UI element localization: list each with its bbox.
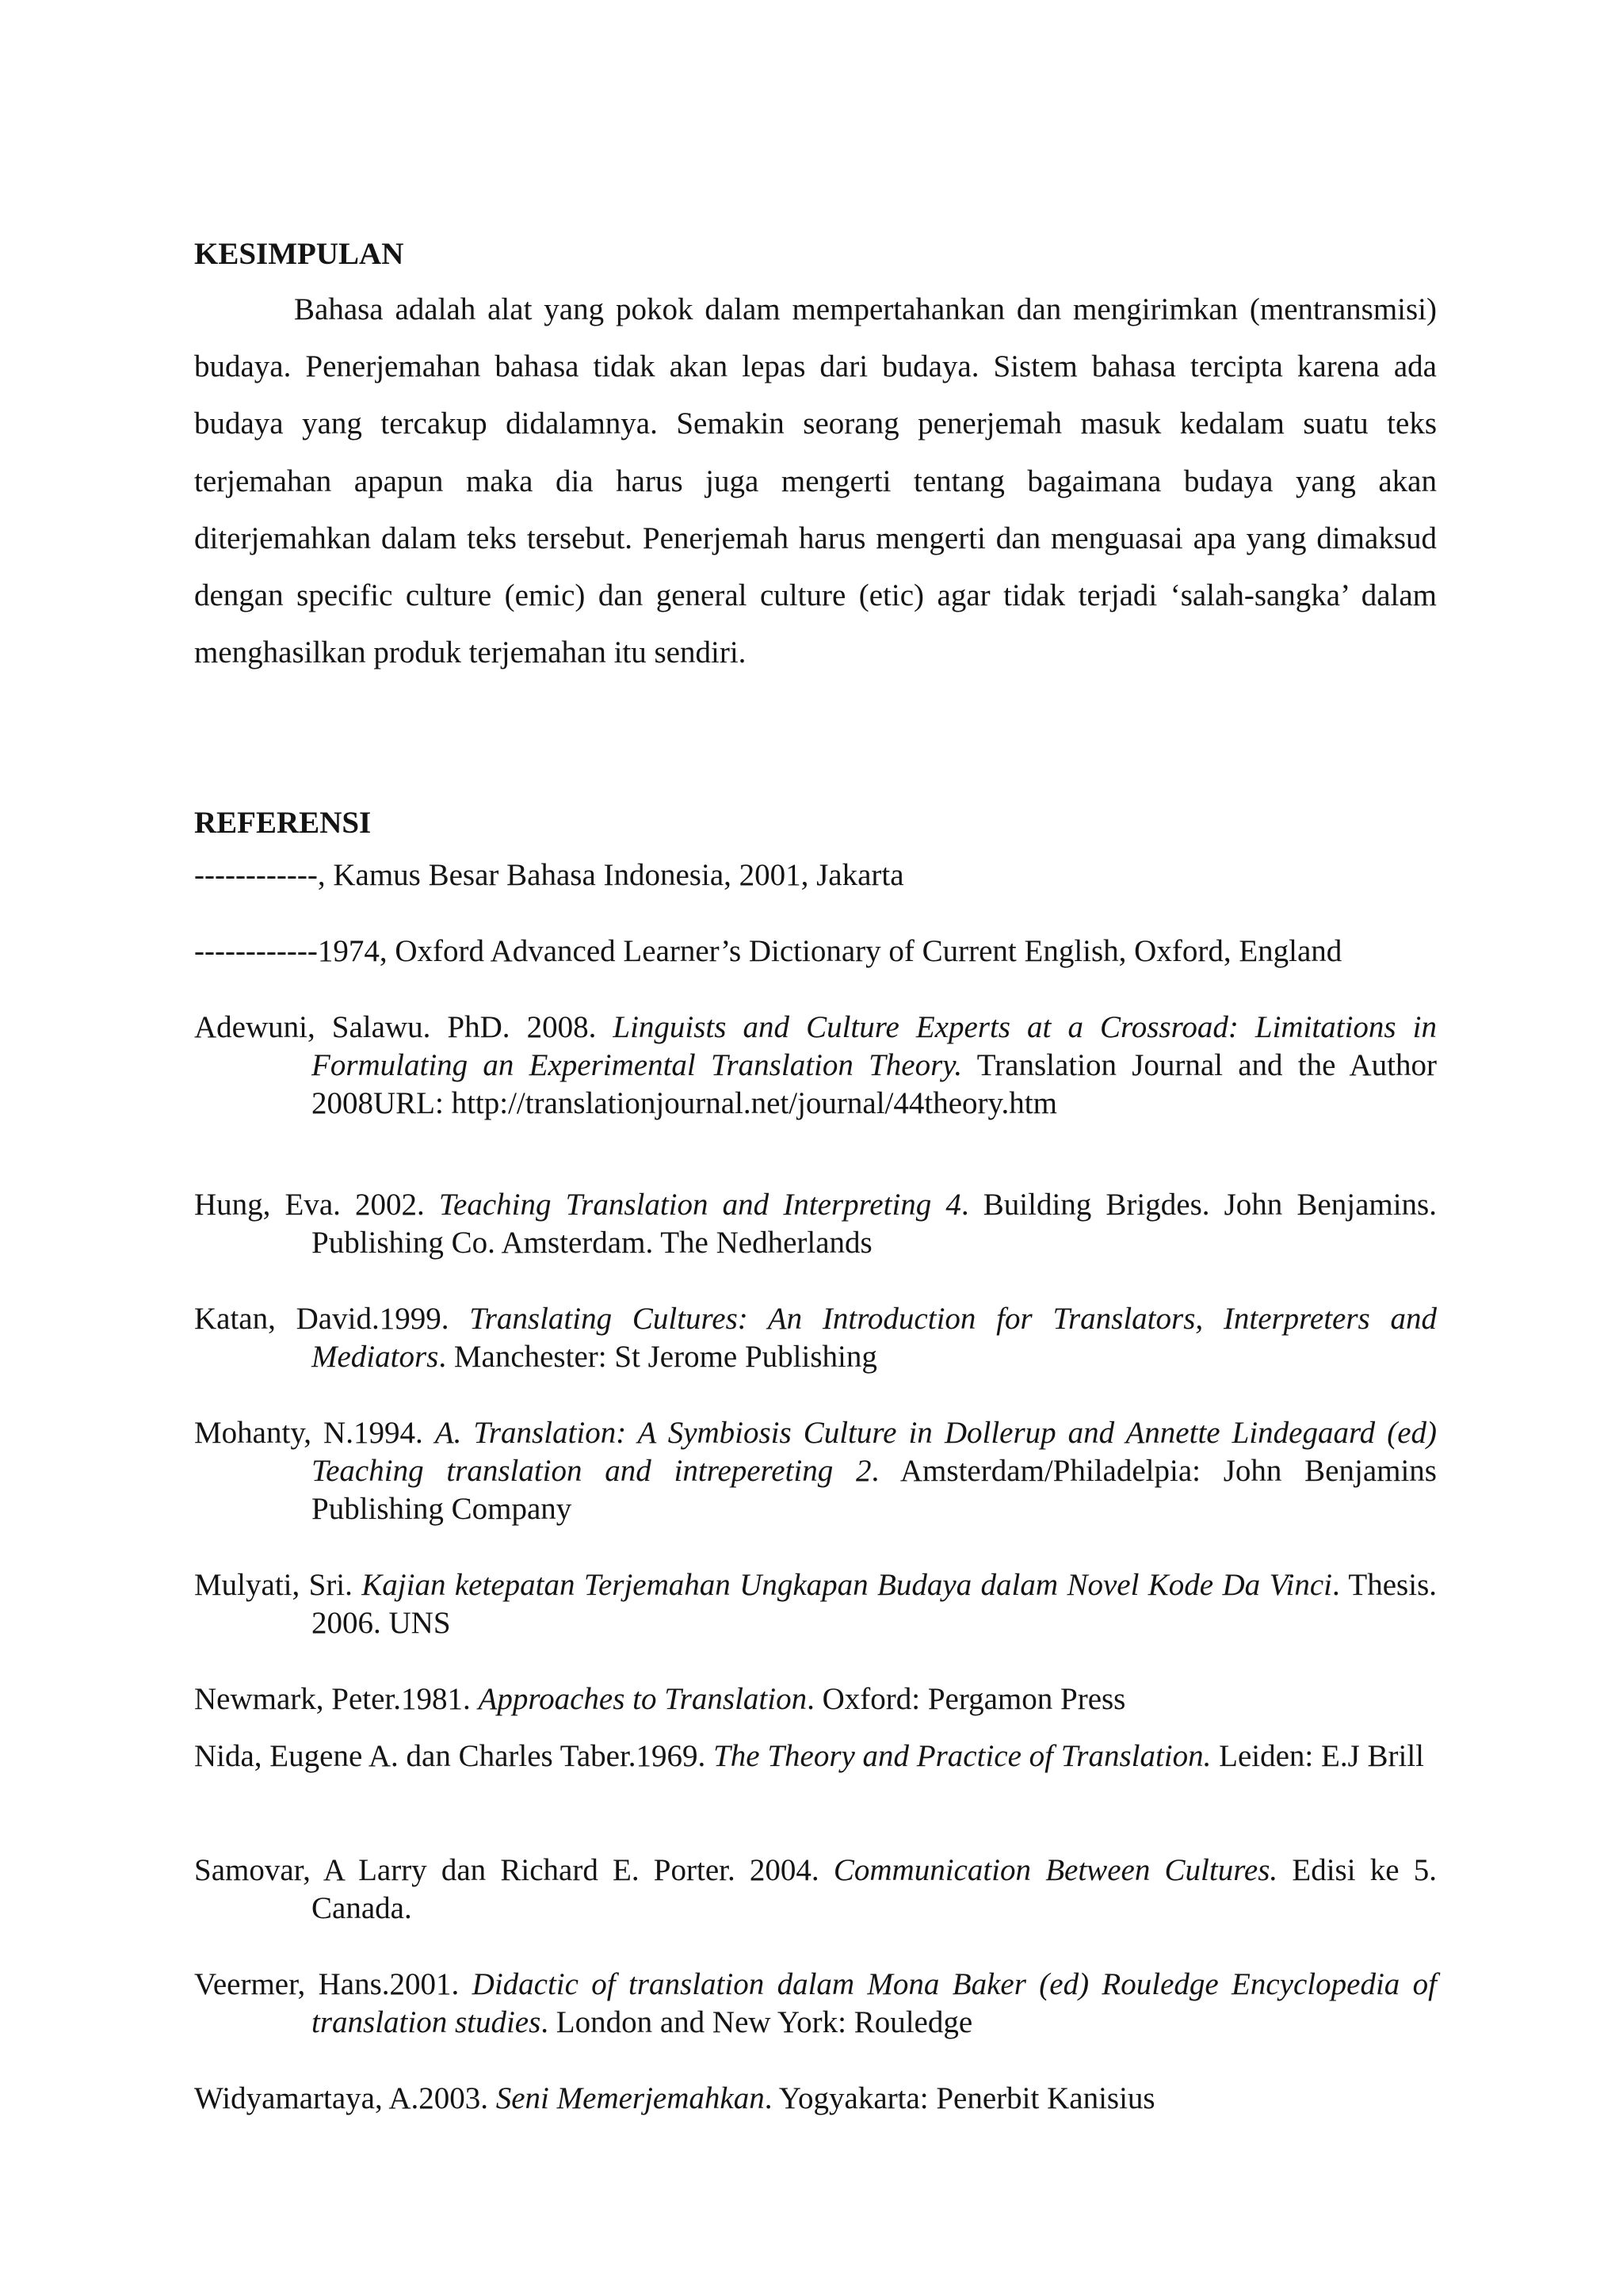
reference-author: Mohanty, N.1994. bbox=[194, 1416, 435, 1450]
reference-details: . Manchester: St Jerome Publishing bbox=[438, 1340, 877, 1374]
reference-details: Edisi ke 5. Canada. bbox=[311, 1853, 1437, 1925]
reference-title: Translating Cultures: An Introduction for Translators, Interpreters and Mediators bbox=[311, 1302, 1437, 1374]
reference-item bbox=[194, 1737, 1437, 1775]
reference-item bbox=[194, 1966, 1437, 2042]
reference-author: Nida, Eugene A. dan Charles Taber.1969. bbox=[194, 1739, 714, 1773]
reference-item bbox=[194, 1186, 1437, 1262]
reference-title: Didactic of translation dalam Mona Baker (ed) Rouledge Encyclopedia of translation studies bbox=[311, 1967, 1437, 2039]
reference-item bbox=[194, 1680, 1437, 1718]
reference-text: ------------1974, Oxford Advanced Learner’s Dictionary of Current English, Oxford, England bbox=[194, 934, 1342, 968]
reference-author: Veermer, Hans.2001. bbox=[194, 1967, 472, 2001]
reference-title: A. Translation: A Symbiosis Culture in Dollerup and Annette Lindegaard (ed) Teaching translation and intrepereting 2 bbox=[311, 1416, 1437, 1488]
reference-details: Leiden: E.J Brill bbox=[1211, 1739, 1425, 1773]
reference-item bbox=[194, 1852, 1437, 1928]
reference-text: ------------, Kamus Besar Bahasa Indonesia, 2001, Jakarta bbox=[194, 858, 904, 892]
reference-item bbox=[194, 933, 1437, 971]
reference-item bbox=[194, 1009, 1437, 1123]
reference-details: Translation Journal and the Author 2008URL: http://translationjournal.net/journal/44theory.htm bbox=[311, 1048, 1437, 1120]
conclusion-paragraph: Bahasa adalah alat yang pokok dalam mempertahankan dan mengirimkan (mentransmisi) budaya. Penerjemahan bahasa tidak akan lepas dari budaya. Sistem bahasa tercipta karena ada budaya yang tercakup didalamnya. Semakin seorang penerjemah masuk kedalam suatu teks terjemahan apapun maka dia harus juga mengerti tentang bagaimana budaya yang akan diterjemahkan dalam teks tersebut. Penerjemah harus mengerti dan menguasai apa yang dimaksud dengan specific culture (emic) dan general culture (etic) agar tidak terjadi ‘salah-sangka’ dalam menghasilkan produk terjemahan itu sendiri. bbox=[194, 292, 1437, 670]
reference-author: Adewuni, Salawu. PhD. 2008. bbox=[194, 1010, 613, 1044]
reference-author: Newmark, Peter.1981. bbox=[194, 1682, 479, 1716]
reference-author: Mulyati, Sri. bbox=[194, 1568, 362, 1602]
reference-item bbox=[194, 1566, 1437, 1642]
reference-title: Approaches to Translation bbox=[478, 1682, 808, 1716]
reference-author: Hung, Eva. 2002. bbox=[194, 1188, 439, 1222]
reference-author: Widyamartaya, A.2003. bbox=[194, 2081, 496, 2115]
reference-title: Linguists and Culture Experts at a Crossroad: Limitations in Formulating an Experimental Translation Theory. bbox=[311, 1010, 1437, 1082]
reference-details: . Oxford: Pergamon Press bbox=[807, 1682, 1126, 1716]
reference-author: Samovar, A Larry dan Richard E. Porter. 2004. bbox=[194, 1853, 834, 1887]
reference-author: Katan, David.1999. bbox=[194, 1302, 470, 1336]
reference-title: The Theory and Practice of Translation. bbox=[713, 1739, 1212, 1773]
reference-title: Communication Between Cultures. bbox=[833, 1853, 1278, 1887]
reference-details: . London and New York: Rouledge bbox=[540, 2005, 973, 2039]
reference-details: . Amsterdam/Philadelpia: John Benjamins Publishing Company bbox=[311, 1454, 1437, 1526]
reference-title: Seni Memerjemahkan bbox=[495, 2081, 765, 2115]
reference-item bbox=[194, 2080, 1437, 2118]
reference-details: . Thesis. 2006. UNS bbox=[311, 1568, 1437, 1640]
references-heading: REFERENSI bbox=[194, 806, 372, 840]
reference-item bbox=[194, 1300, 1437, 1376]
conclusion-heading: KESIMPULAN bbox=[194, 237, 404, 271]
reference-details: . Building Brigdes. John Benjamins. Publishing Co. Amsterdam. The Nedherlands bbox=[311, 1188, 1437, 1260]
reference-details: . Yogyakarta: Penerbit Kanisius bbox=[764, 2081, 1155, 2115]
reference-item bbox=[194, 1414, 1437, 1528]
reference-item bbox=[194, 856, 1437, 894]
reference-title: Teaching Translation and Interpreting 4 bbox=[438, 1188, 961, 1222]
reference-title: Kajian ketepatan Terjemahan Ungkapan Budaya dalam Novel Kode Da Vinci bbox=[361, 1568, 1332, 1602]
